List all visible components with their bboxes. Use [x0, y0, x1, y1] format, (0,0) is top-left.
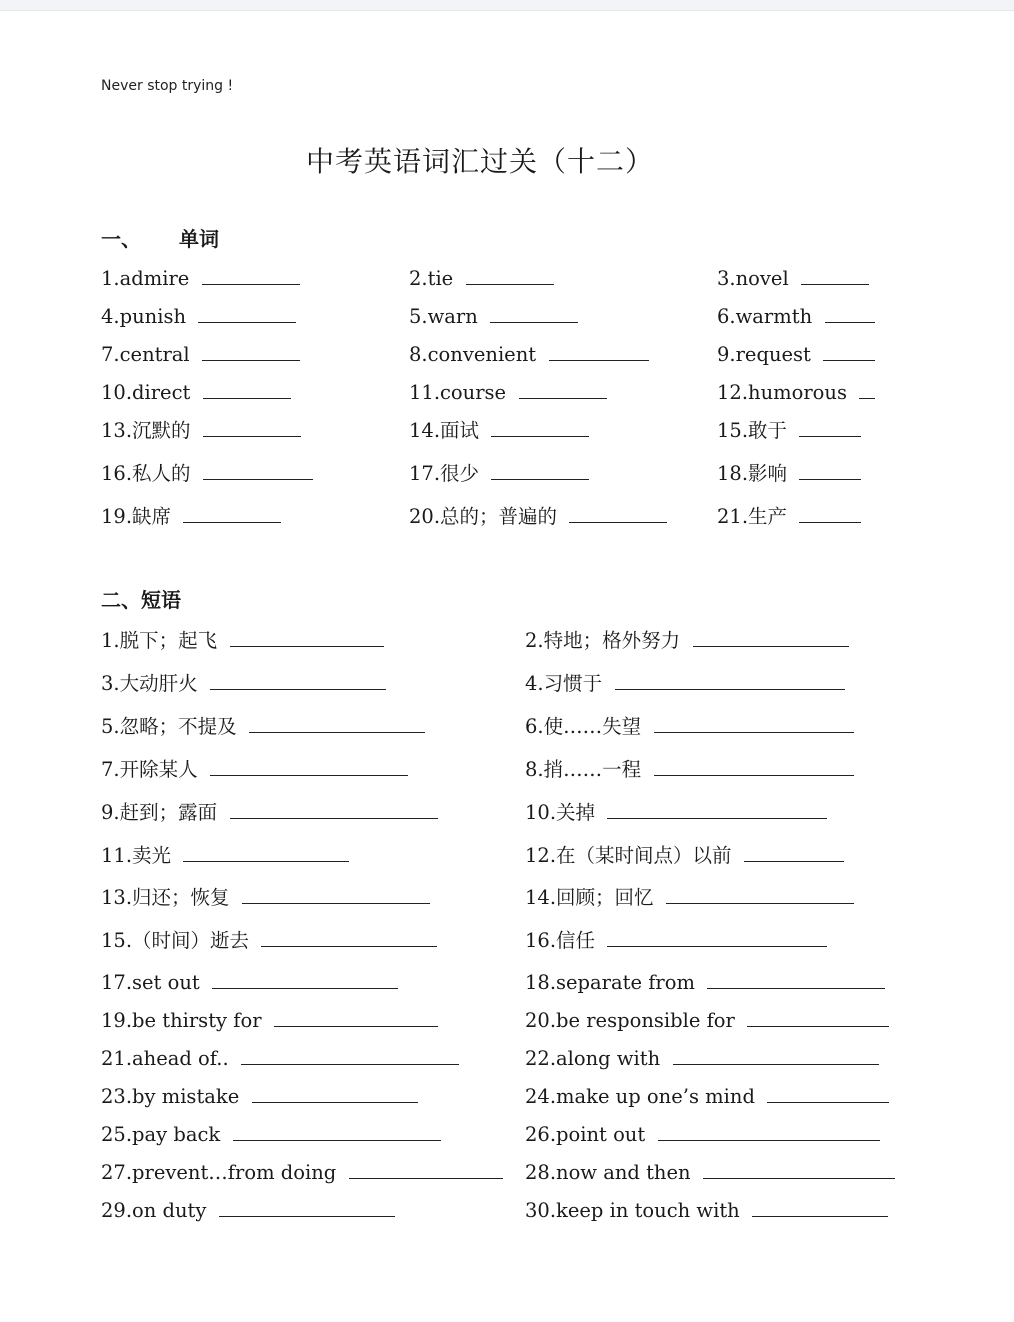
item-label: 16.私人的 — [101, 462, 191, 485]
item-label: 12.humorous — [717, 381, 847, 404]
answer-blank[interactable] — [241, 1046, 459, 1065]
item-label: 5.忽略；不提及 — [101, 715, 237, 738]
list-item — [525, 755, 854, 785]
item-label: 1.脱下；起飞 — [101, 629, 218, 652]
list-item — [525, 1196, 888, 1226]
page-title-text: 中考英语词汇过关（十二） — [305, 145, 654, 178]
list-item — [409, 302, 578, 332]
answer-blank[interactable] — [230, 800, 438, 819]
answer-blank[interactable] — [198, 304, 296, 323]
item-label: 29.on duty — [101, 1199, 207, 1222]
list-item — [101, 302, 296, 332]
item-label: 20.总的；普遍的 — [409, 505, 558, 528]
list-item — [525, 883, 854, 913]
list-item — [101, 264, 300, 294]
item-label: 13.沉默的 — [101, 419, 191, 442]
item-label: 2.tie — [409, 267, 454, 290]
answer-blank[interactable] — [203, 461, 313, 480]
list-item — [101, 712, 425, 742]
list-item — [525, 626, 849, 656]
list-item — [525, 1158, 895, 1188]
answer-blank[interactable] — [219, 1198, 395, 1217]
answer-blank[interactable] — [666, 885, 854, 904]
item-label: 15.敢于 — [717, 419, 788, 442]
item-label: 9.赶到；露面 — [101, 801, 218, 824]
item-label: 13.归还；恢复 — [101, 886, 230, 909]
list-item — [101, 340, 300, 370]
answer-blank[interactable] — [707, 970, 885, 989]
item-label: 19.be thirsty for — [101, 1009, 262, 1032]
list-item — [409, 264, 554, 294]
item-label: 28.now and then — [525, 1161, 691, 1184]
section-1-heading — [101, 223, 219, 252]
list-item — [525, 1044, 879, 1074]
answer-blank[interactable] — [615, 671, 845, 690]
answer-blank[interactable] — [230, 628, 384, 647]
list-item — [101, 968, 398, 998]
list-item — [409, 416, 589, 446]
list-item — [101, 798, 438, 828]
list-item — [101, 883, 430, 913]
list-item — [409, 340, 649, 370]
answer-blank[interactable] — [658, 1122, 880, 1141]
list-item — [101, 755, 408, 785]
item-label: 6.warmth — [717, 305, 813, 328]
answer-blank[interactable] — [859, 380, 875, 399]
list-item — [101, 502, 281, 532]
item-label: 7.开除某人 — [101, 758, 198, 781]
item-label: 23.by mistake — [101, 1085, 240, 1108]
item-label: 18.separate from — [525, 971, 695, 994]
item-label: 14.回顾；回忆 — [525, 886, 654, 909]
item-label: 8.捎……一程 — [525, 758, 642, 781]
list-item — [717, 416, 861, 446]
list-item — [101, 669, 386, 699]
answer-blank[interactable] — [703, 1160, 895, 1179]
answer-blank[interactable] — [744, 843, 844, 862]
list-item — [101, 1196, 395, 1226]
item-label: 3.大动肝火 — [101, 672, 198, 695]
answer-blank[interactable] — [823, 342, 875, 361]
list-item — [525, 669, 845, 699]
item-label: 30.keep in touch with — [525, 1199, 740, 1222]
item-label: 4.punish — [101, 305, 187, 328]
list-item — [101, 416, 301, 446]
answer-blank[interactable] — [673, 1046, 879, 1065]
item-label: 18.影响 — [717, 462, 788, 485]
list-item — [101, 1044, 459, 1074]
item-label: 15.（时间）逝去 — [101, 929, 250, 952]
answer-blank[interactable] — [799, 504, 861, 523]
answer-blank[interactable] — [212, 970, 398, 989]
list-item — [717, 302, 875, 332]
item-label: 10.关掉 — [525, 801, 596, 824]
answer-blank[interactable] — [654, 714, 854, 733]
list-item — [101, 1120, 441, 1150]
answer-blank[interactable] — [654, 757, 854, 776]
list-item — [101, 459, 313, 489]
answer-blank[interactable] — [249, 714, 425, 733]
answer-blank[interactable] — [349, 1160, 503, 1179]
page-title — [0, 140, 960, 180]
viewer-top-bar — [0, 0, 1014, 11]
section-1-title: 单词 — [179, 227, 219, 251]
list-item — [101, 1082, 418, 1112]
answer-blank[interactable] — [799, 461, 861, 480]
list-item — [717, 340, 875, 370]
item-label: 25.pay back — [101, 1123, 221, 1146]
list-item — [101, 841, 349, 871]
answer-blank[interactable] — [491, 461, 589, 480]
item-label: 21.ahead of.. — [101, 1047, 229, 1070]
answer-blank[interactable] — [549, 342, 649, 361]
item-label: 22.along with — [525, 1047, 661, 1070]
answer-blank[interactable] — [203, 380, 291, 399]
item-label: 12.在（某时间点）以前 — [525, 844, 732, 867]
answer-blank[interactable] — [747, 1008, 889, 1027]
answer-blank[interactable] — [242, 885, 430, 904]
item-label: 24.make up one’s mind — [525, 1085, 755, 1108]
list-item — [525, 1006, 889, 1036]
answer-blank[interactable] — [252, 1084, 418, 1103]
answer-blank[interactable] — [466, 266, 554, 285]
answer-blank[interactable] — [693, 628, 849, 647]
list-item — [101, 1006, 438, 1036]
item-label: 19.缺席 — [101, 505, 172, 528]
list-item — [409, 459, 589, 489]
list-item — [409, 378, 607, 408]
answer-blank[interactable] — [274, 1008, 438, 1027]
list-item — [409, 502, 667, 532]
item-label: 16.信任 — [525, 929, 596, 952]
list-item — [525, 1120, 880, 1150]
answer-blank[interactable] — [801, 266, 869, 285]
item-label: 11.卖光 — [101, 844, 172, 867]
item-label: 10.direct — [101, 381, 191, 404]
answer-blank[interactable] — [607, 800, 827, 819]
item-label: 8.convenient — [409, 343, 537, 366]
answer-blank[interactable] — [183, 504, 281, 523]
answer-blank[interactable] — [825, 304, 875, 323]
list-item — [525, 841, 844, 871]
item-label: 5.warn — [409, 305, 478, 328]
answer-blank[interactable] — [752, 1198, 888, 1217]
answer-blank[interactable] — [261, 928, 437, 947]
item-label: 9.request — [717, 343, 811, 366]
item-label: 6.使……失望 — [525, 715, 642, 738]
answer-blank[interactable] — [183, 843, 349, 862]
item-label: 26.point out — [525, 1123, 646, 1146]
list-item — [101, 378, 291, 408]
list-item — [717, 378, 875, 408]
answer-blank[interactable] — [203, 418, 301, 437]
item-label: 7.central — [101, 343, 190, 366]
answer-blank[interactable] — [202, 342, 300, 361]
item-label: 4.习惯于 — [525, 672, 603, 695]
list-item — [101, 1158, 503, 1188]
answer-blank[interactable] — [491, 418, 589, 437]
answer-blank[interactable] — [490, 304, 578, 323]
answer-blank[interactable] — [210, 671, 386, 690]
item-label: 11.course — [409, 381, 507, 404]
answer-blank[interactable] — [767, 1084, 889, 1103]
list-item — [525, 926, 827, 956]
list-item — [717, 502, 861, 532]
section-1-number: 一、 — [101, 227, 141, 251]
answer-blank[interactable] — [607, 928, 827, 947]
answer-blank[interactable] — [799, 418, 861, 437]
list-item — [101, 926, 437, 956]
item-label: 3.novel — [717, 267, 789, 290]
item-label: 27.prevent…from doing — [101, 1161, 337, 1184]
list-item — [525, 798, 827, 828]
answer-blank[interactable] — [210, 757, 408, 776]
answer-blank[interactable] — [202, 266, 300, 285]
list-item — [525, 1082, 889, 1112]
list-item — [101, 626, 384, 656]
answer-blank[interactable] — [233, 1122, 441, 1141]
section-2-heading: 二、短语 — [101, 588, 181, 612]
item-label: 17.很少 — [409, 462, 480, 485]
item-label: 17.set out — [101, 971, 200, 994]
list-item — [525, 968, 885, 998]
item-label: 2.特地；格外努力 — [525, 629, 681, 652]
list-item — [717, 459, 861, 489]
item-label: 21.生产 — [717, 505, 788, 528]
list-item — [525, 712, 854, 742]
answer-blank[interactable] — [569, 504, 667, 523]
header-motto: Never stop trying ! — [101, 78, 234, 94]
item-label: 14.面试 — [409, 419, 480, 442]
answer-blank[interactable] — [519, 380, 607, 399]
item-label: 1.admire — [101, 267, 190, 290]
item-label: 20.be responsible for — [525, 1009, 735, 1032]
list-item — [717, 264, 869, 294]
